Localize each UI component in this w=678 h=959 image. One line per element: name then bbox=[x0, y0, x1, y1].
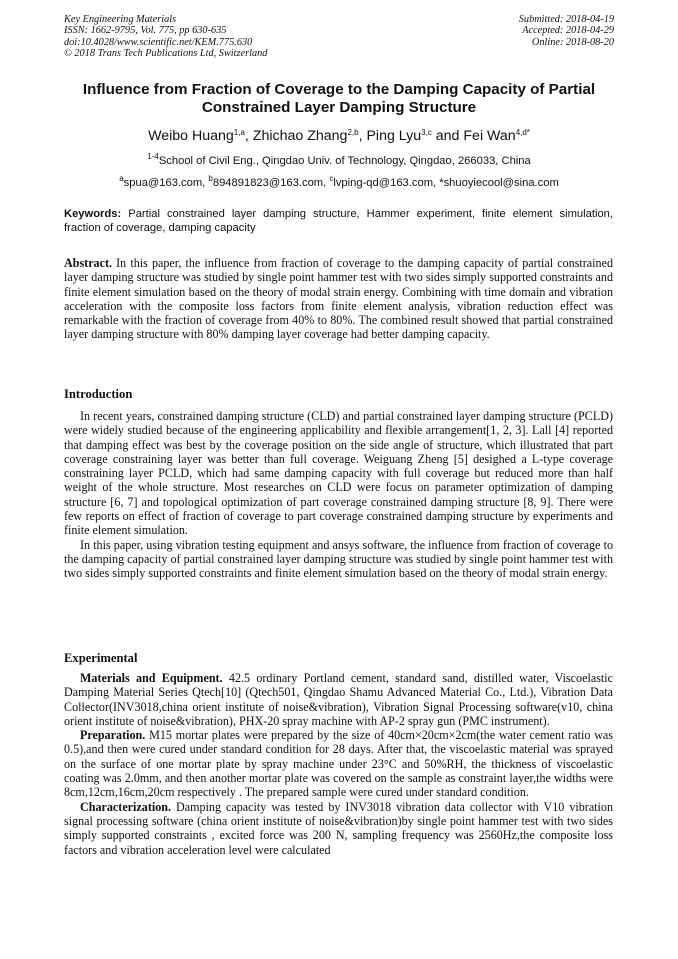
accepted-date: Accepted: 2018-04-29 bbox=[522, 25, 614, 37]
publication-dates bbox=[519, 14, 614, 48]
copyright-line: © 2018 Trans Tech Publications Ltd, Switzerland bbox=[64, 48, 268, 60]
experimental-heading: Experimental bbox=[64, 651, 138, 665]
paragraph bbox=[64, 800, 613, 857]
author-superscript: 2,b bbox=[347, 128, 359, 137]
author-superscript: 3,c bbox=[421, 128, 432, 137]
affiliation-text: School of Civil Eng., Qingdao Univ. of Technology, Qingdao, 266033, China bbox=[158, 155, 531, 167]
introduction-heading: Introduction bbox=[64, 387, 133, 401]
paragraph bbox=[64, 671, 613, 728]
author-separator: , bbox=[358, 128, 367, 144]
experimental-body bbox=[64, 671, 613, 857]
run-in-heading: Characterization. bbox=[80, 799, 172, 814]
paragraph: In this paper, using vibration testing equipment and ansys software, the influence from fraction of coverage to the damping capacity of partial constrained layer damping structure was studied by single point hammer test with two sides simply supported constraints and finite element simulation based on the theory of modal strain energy. bbox=[64, 537, 613, 581]
author-name: Fei Wan bbox=[463, 128, 516, 144]
author-separator: and bbox=[431, 128, 464, 144]
introduction-body bbox=[64, 409, 613, 581]
author-separator: , bbox=[244, 128, 253, 144]
keywords-label: Keywords: bbox=[64, 208, 122, 220]
keywords bbox=[64, 207, 613, 235]
run-in-heading: Materials and Equipment. bbox=[80, 671, 223, 685]
author-name: Ping Lyu bbox=[366, 128, 422, 144]
doi-line: doi:10.4028/www.scientific.net/KEM.775.630 bbox=[64, 36, 253, 48]
affiliation bbox=[40, 150, 638, 168]
paragraph: In recent years, constrained damping structure (CLD) and partial constrained layer damping structure (PCLD) were widely studied because of the engineering applicability and flexible arrangement[1, 2, 3]. Lall [4] reported that damping effect was best by the coverage position on the side angle of structure, which illustrated that part coverage constraining layer was better than full coverage. Weiguang Zheng [5] desighed a L-type coverage constraining layer PCLD, which had same damping capacity with full coverage but reduced more than half weight of the whole structure. Most researches on CLD were focus on parameter optimization of damping structure [6, 7] and topological optimization of part coverage constrained damping structure [8, 9]. There were few reports on effect of fraction of coverage to part coverage constrained damping structure by experiments and finite element simulation. bbox=[64, 409, 613, 538]
author-name: Zhichao Zhang bbox=[252, 128, 348, 144]
author-superscript: 4,d* bbox=[515, 128, 530, 137]
paper-title: Influence from Fraction of Coverage to the Damping Capacity of Partial Constrained Layer Damping Structure bbox=[82, 81, 596, 116]
paragraph bbox=[64, 728, 613, 799]
paragraph-text: 42.5 ordinary Portland cement, standard sand, distilled water, Viscoelastic Damping Material Series Qtech[10] (Qtech501, Qingdao Shamu Advanced Material Co., Ltd.), Vibration Data Collector(INV3018,china orient institute of noise&vibration), Vibration Signal Processing software(v10, china orient institute of noise&vibration), PHX-20 spray machine with AP-2 spray gun (PMC instrument). bbox=[64, 671, 613, 728]
email-superscript: c bbox=[329, 174, 334, 183]
issn-line: ISSN: 1662-9795, Vol. 775, pp 630-635 bbox=[64, 25, 227, 37]
abstract-text: In this paper, the influence from fraction of coverage to the damping capacity of partial constrained layer damping structure was studied by single point hammer test with two sides simply supported constraints and finite element simulation based on the theory of modal strain energy. Combining with time domain and vibration acceleration with the composite loss factors from finite element analysis, vibration reduction effect was remarkable with the fraction of coverage from 40% to 80%. The combined result showed that partial constrained layer damping structure with 80% damping layer coverage had better damping capacity. bbox=[64, 256, 613, 342]
affiliation-superscript: 1-4 bbox=[147, 152, 159, 161]
email-text: 894891823@163.com, bbox=[212, 177, 330, 189]
abstract-label: Abstract. bbox=[64, 256, 113, 270]
online-date: Online: 2018-08-20 bbox=[531, 36, 614, 48]
email-text: lvping-qd@163.com, *shuoyiecool@sina.com bbox=[333, 177, 559, 189]
author-name: Weibo Huang bbox=[148, 128, 234, 144]
author-list bbox=[40, 124, 638, 145]
email-list bbox=[40, 172, 638, 190]
run-in-heading: Preparation. bbox=[80, 728, 146, 743]
journal-name: Key Engineering Materials bbox=[64, 14, 177, 25]
journal-info bbox=[64, 14, 267, 60]
email-superscript: a bbox=[119, 174, 124, 183]
email-superscript: b bbox=[208, 174, 213, 183]
submitted-date: Submitted: 2018-04-19 bbox=[518, 14, 614, 25]
paragraph-text: Damping capacity was tested by INV3018 vibration data collector with V10 vibration signal processing software (china orient institute of noise&vibration)by single point hammer test with two sides simply supported constraints , excited force was 200 N, sampling frequency was 2560Hz,the composite loss factors and vibration acceleration level were calculated bbox=[64, 799, 613, 857]
keywords-text: Partial constrained layer damping structure, Hammer experiment, finite element simulation, fraction of coverage, damping capacity bbox=[64, 208, 614, 234]
abstract bbox=[64, 256, 613, 342]
paragraph-text: M15 mortar plates were prepared by the size of 40cm×20cm×2cm(the water cement ratio was 0.5),and then were cured under standard condition for 28 days. After that, the viscoelastic material was sprayed on the surface of one mortar plate by spray machine under 23°C and 50%RH, the thickness of viscoelastic coating was 2.0mm, and then another mortar plate was covered on the sample as constraint layer,the widths were 8cm,12cm,16cm,20cm respectively . The prepared sample were cured under standard condition. bbox=[64, 728, 613, 800]
email-text: spua@163.com, bbox=[123, 177, 209, 189]
author-superscript: 1,a bbox=[233, 128, 245, 137]
